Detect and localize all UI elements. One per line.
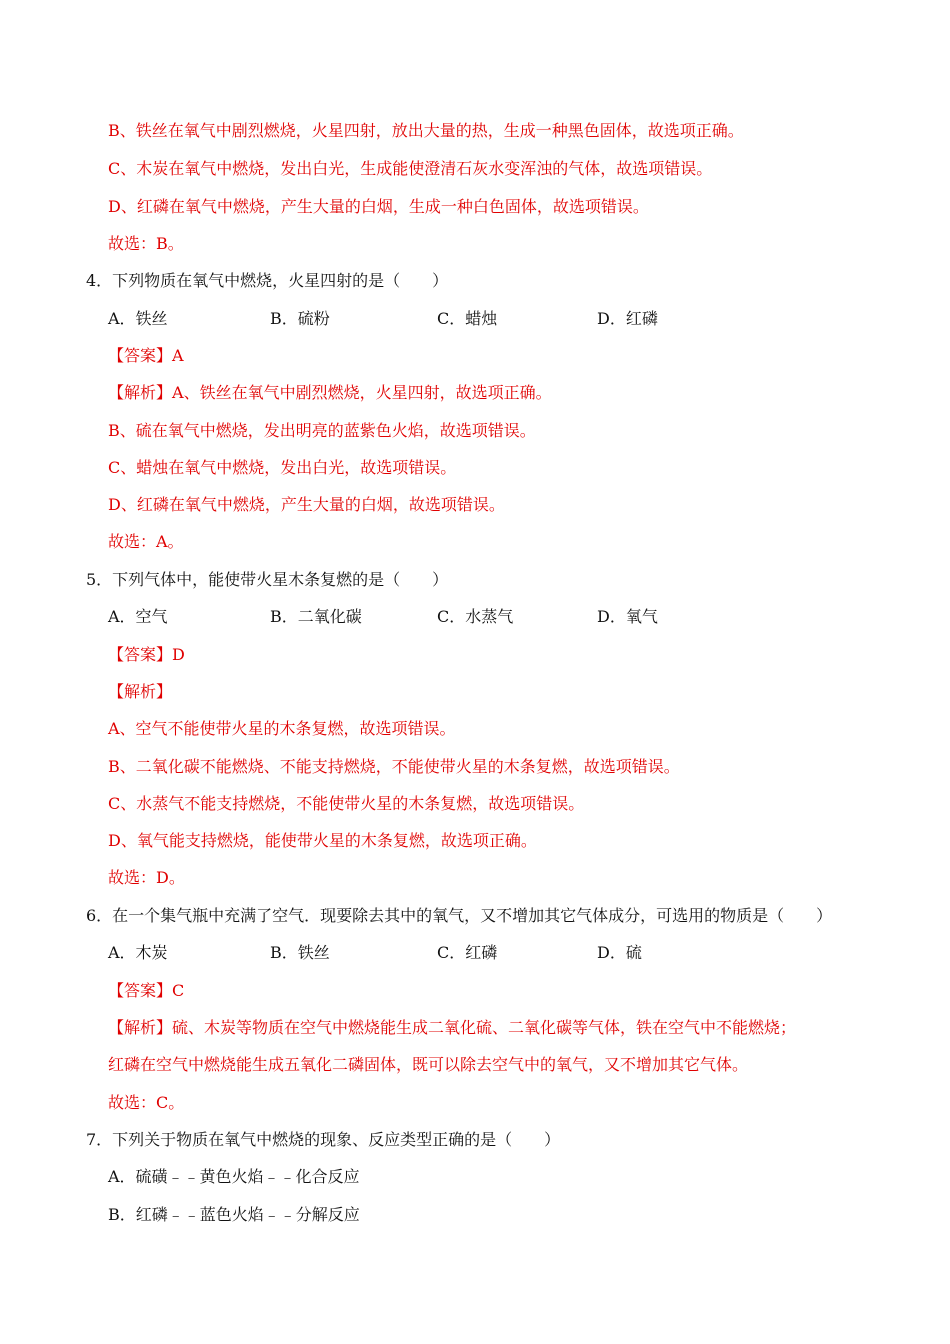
q6-answer: 【答案】C	[108, 981, 185, 1000]
q4-option-a: A．铁丝	[108, 309, 168, 328]
q5-option-c: C．水蒸气	[437, 607, 514, 626]
q7-option-a: A．硫磺﹣﹣黄色火焰﹣﹣化合反应	[108, 1167, 360, 1186]
q4-answer: 【答案】A	[108, 346, 184, 365]
q6-option-d: D．硫	[597, 943, 642, 962]
q5-option-b-explanation: B、二氧化碳不能燃烧、不能支持燃烧，不能使带火星的木条复燃，故选项错误。	[108, 757, 680, 776]
q4-analysis-label: 【解析】	[108, 383, 173, 402]
q6-option-c: C．红磷	[437, 943, 498, 962]
q6-stem: 6．在一个集气瓶中充满了空气．现要除去其中的氧气，又不增加其它气体成分，可选用的物质是（ ）	[86, 906, 833, 925]
q4-option-d: D．红磷	[597, 309, 658, 328]
q6-analysis-line2: 红磷在空气中燃烧能生成五氧化二磷固体，既可以除去空气中的氧气，又不增加其它气体。	[108, 1055, 749, 1074]
q4-choice: 故选：A。	[108, 532, 184, 551]
q6-option-b: B．铁丝	[270, 943, 330, 962]
q4-option-c-explanation: C、蜡烛在氧气中燃烧，发出白光，故选项错误。	[108, 458, 457, 477]
q4-option-d-explanation: D、红磷在氧气中燃烧，产生大量的白烟，故选项错误。	[108, 495, 505, 514]
q4-stem: 4．下列物质在氧气中燃烧，火星四射的是（ ）	[86, 271, 449, 290]
q5-answer: 【答案】D	[108, 645, 185, 664]
q5-option-a-explanation: A、空气不能使带火星的木条复燃，故选项错误。	[108, 719, 456, 738]
q5-choice: 故选：D。	[108, 868, 185, 887]
q3-option-d-explanation: D、红磷在氧气中燃烧，产生大量的白烟，生成一种白色固体，故选项错误。	[108, 197, 649, 216]
q5-option-d-explanation: D、氧气能支持燃烧，能使带火星的木条复燃，故选项正确。	[108, 831, 537, 850]
q5-option-d: D．氧气	[597, 607, 658, 626]
q6-option-a: A．木炭	[108, 943, 168, 962]
q6-choice: 故选：C。	[108, 1093, 185, 1112]
q4-option-c: C．蜡烛	[437, 309, 498, 328]
q6-analysis	[108, 1017, 796, 1039]
q3-option-b-explanation: B、铁丝在氧气中剧烈燃烧，火星四射，放出大量的热，生成一种黑色固体，故选项正确。	[108, 121, 744, 140]
q3-option-c-explanation: C、木炭在氧气中燃烧，发出白光，生成能使澄清石灰水变浑浊的气体，故选项错误。	[108, 159, 713, 178]
q6-analysis-line1: 硫、木炭等物质在空气中燃烧能生成二氧化硫、二氧化碳等气体，铁在空气中不能燃烧；	[172, 1018, 797, 1037]
q5-stem: 5．下列气体中，能使带火星木条复燃的是（ ）	[86, 570, 449, 589]
q7-option-b: B．红磷﹣﹣蓝色火焰﹣﹣分解反应	[108, 1205, 360, 1224]
q3-choice: 故选：B。	[108, 234, 184, 253]
q5-option-b: B．二氧化碳	[270, 607, 362, 626]
q4-option-b-explanation: B、硫在氧气中燃烧，发出明亮的蓝紫色火焰，故选项错误。	[108, 421, 536, 440]
q5-analysis-label: 【解析】	[108, 682, 173, 701]
q4-option-b: B．硫粉	[270, 309, 330, 328]
q6-analysis-label: 【解析】	[108, 1018, 173, 1037]
q5-option-c-explanation: C、水蒸气不能支持燃烧，不能使带火星的木条复燃，故选项错误。	[108, 794, 585, 813]
q7-stem: 7．下列关于物质在氧气中燃烧的现象、反应类型正确的是（ ）	[86, 1130, 561, 1149]
q4-analysis-a: A、铁丝在氧气中剧烈燃烧，火星四射，故选项正确。	[172, 383, 552, 402]
q4-analysis	[108, 382, 552, 404]
q5-option-a: A．空气	[108, 607, 168, 626]
